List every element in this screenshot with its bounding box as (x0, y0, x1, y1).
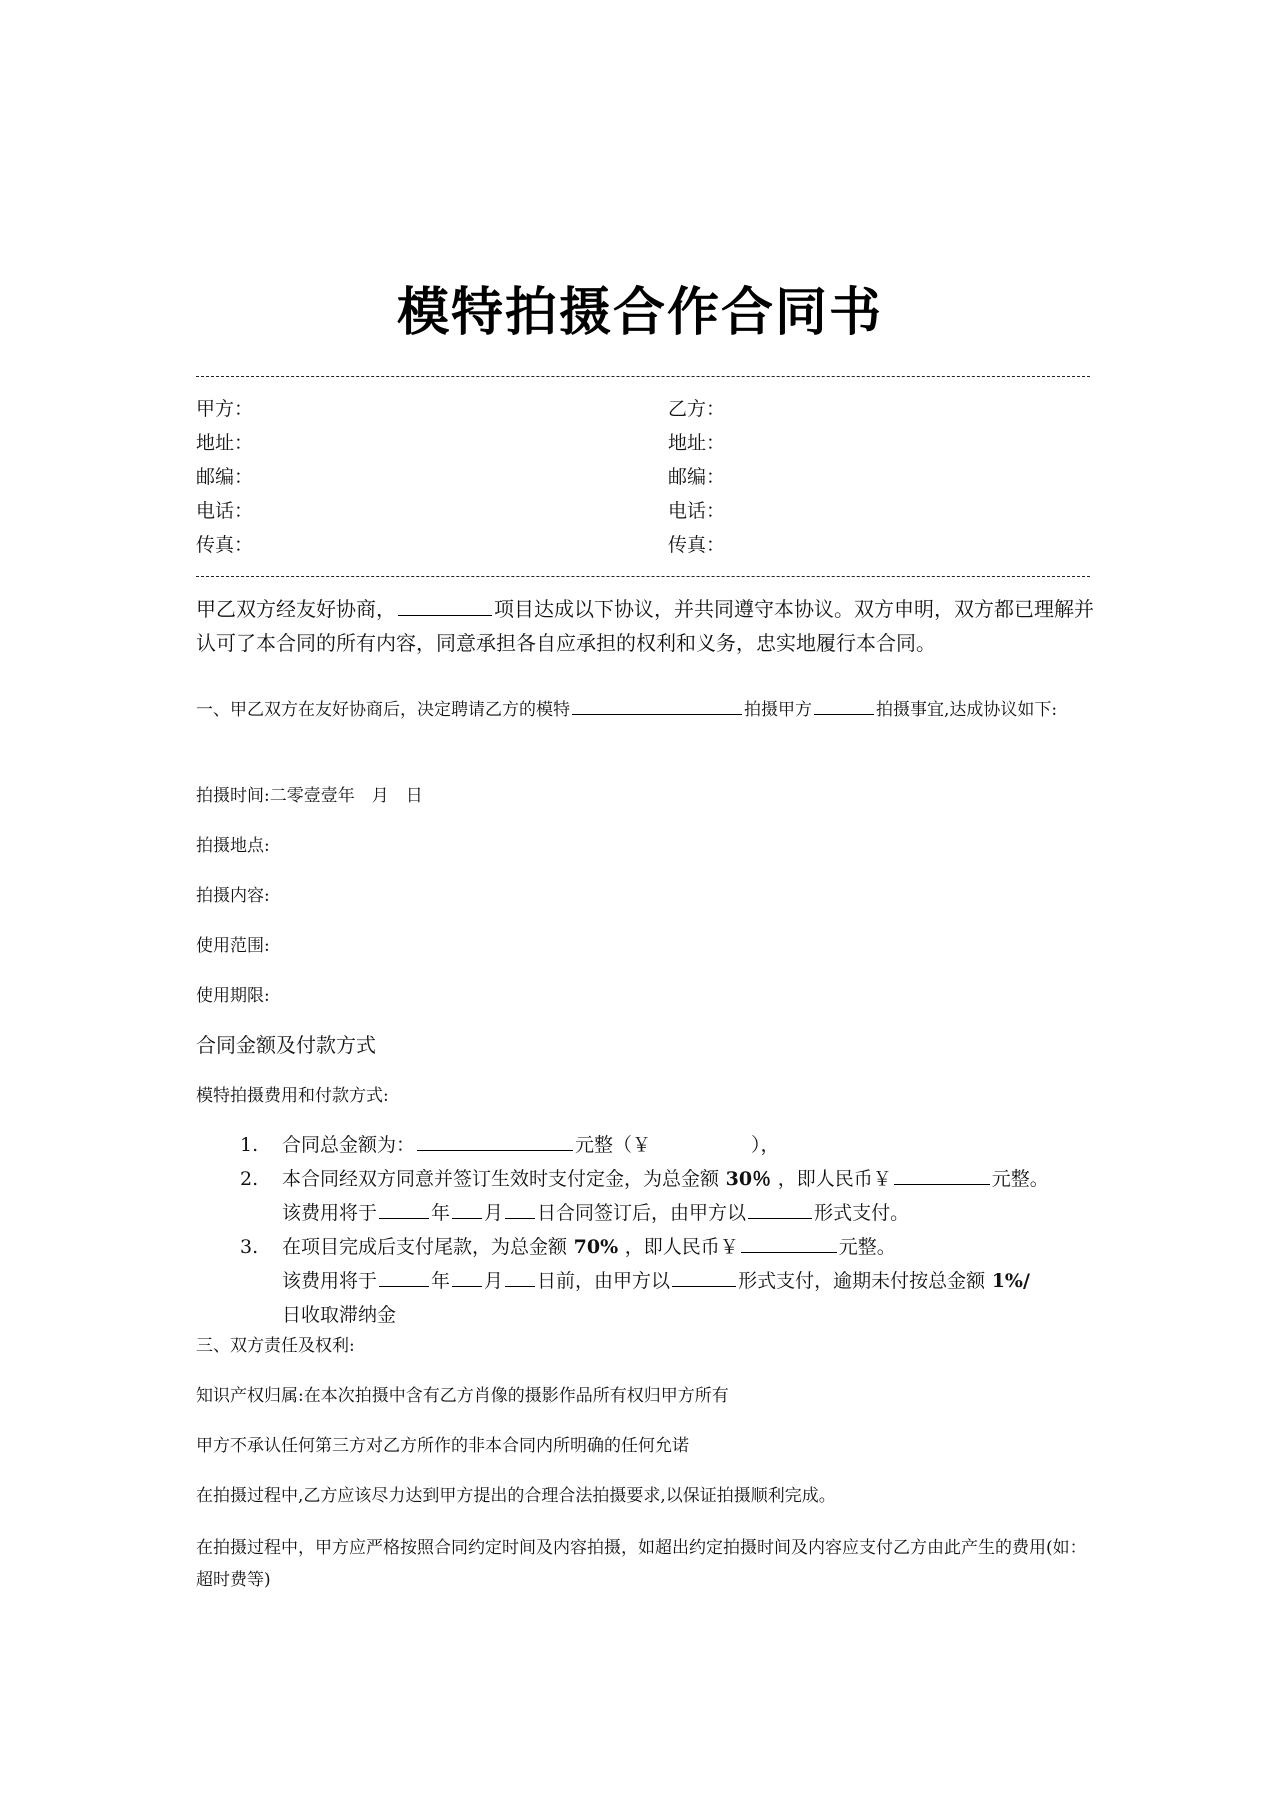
deposit-year-blank (379, 1198, 429, 1219)
party-a-address: 地址： (196, 432, 254, 454)
item-3-text-b: ，即人民币￥ (624, 1236, 739, 1258)
party-b-postcode: 邮编： (668, 466, 726, 488)
item-2-number: 2. (240, 1168, 259, 1190)
party-a-fax: 传真： (196, 534, 254, 556)
item-1-text-a: 合同总金额为： (282, 1134, 416, 1156)
balance-day-blank (505, 1266, 535, 1287)
clause-1 (196, 694, 1100, 726)
subject-blank (814, 694, 874, 715)
deposit-day-blank (505, 1198, 535, 1219)
section-3-heading: 三、双方责任及权利: (196, 1336, 355, 1356)
item-2-text-g: 日合同签订后，由甲方以 (537, 1202, 747, 1224)
divider-top (196, 376, 1090, 377)
item-3-text-d: 该费用将于 (282, 1270, 378, 1292)
party-b-block (668, 392, 725, 562)
intro-text-1: 甲乙双方经友好协商， (196, 597, 396, 621)
item-3-text-g: 日前，由甲方以 (537, 1270, 671, 1292)
shoot-requirement-clause: 在拍摄过程中,乙方应该尽力达到甲方提出的合理合法拍摄要求,以保证拍摄顺利完成。 (196, 1486, 836, 1506)
balance-percent: 70% (567, 1236, 625, 1258)
balance-month-blank (452, 1266, 482, 1287)
party-b-phone: 电话： (668, 500, 726, 522)
total-amount-blank (417, 1130, 573, 1151)
payment-item-2 (196, 1162, 1106, 1230)
intro-paragraph (196, 592, 1100, 660)
payment-item-3 (196, 1230, 1106, 1332)
party-a-phone: 电话： (196, 500, 254, 522)
party-a-postcode: 邮编： (196, 466, 254, 488)
document-title: 模特拍摄合作合同书 (396, 283, 883, 343)
item-3-number: 3. (240, 1236, 259, 1258)
item-3-text-e: 年 (431, 1270, 451, 1292)
item-2-text-b: ，即人民币￥ (777, 1168, 892, 1190)
usage-scope: 使用范围: (196, 936, 270, 956)
project-blank (398, 595, 492, 616)
balance-year-blank (379, 1266, 429, 1287)
item-2-text-e: 年 (431, 1202, 451, 1224)
item-3-text-f: 月 (484, 1270, 504, 1292)
intro-text-2: 项目达成以下协议，并共同遵守本协议。双方申明，双方都已理解并认可了本合同的所有内容，同意承担各自应承担的权利和义务，忠实地履行本合同。 (196, 597, 1094, 655)
divider-bottom (196, 576, 1090, 577)
item-1-text-b: 元整（￥ (575, 1134, 652, 1156)
item-2-text-f: 月 (484, 1202, 504, 1224)
balance-method-blank (672, 1266, 736, 1287)
item-3-text-c: 元整。 (838, 1236, 896, 1258)
overtime-fee-clause: 在拍摄过程中，甲方应严格按照合同约定时间及内容拍摄，如超出约定拍摄时间及内容应支付乙方由此产生的费用(如：超时费等) (196, 1538, 1087, 1590)
deposit-percent: 30％ (719, 1168, 778, 1190)
item-2-text-c: 元整。 (991, 1168, 1049, 1190)
item-2-text-a: 本合同经双方同意并签订生效时支付定金，为总金额 (282, 1168, 720, 1190)
balance-amount-blank (741, 1232, 837, 1253)
clause-1-text-3: 拍摄事宜,达成协议如下: (876, 700, 1058, 720)
usage-period: 使用期限: (196, 986, 270, 1006)
clause-1-text-1: 一、甲乙双方在友好协商后，决定聘请乙方的模特 (196, 700, 570, 720)
item-3-text-a: 在项目完成后支付尾款，为总金额 (282, 1236, 568, 1258)
party-b-name: 乙方： (668, 398, 726, 420)
ip-ownership-clause: 知识产权归属:在本次拍摄中含有乙方肖像的摄影作品所有权归甲方所有 (196, 1386, 729, 1406)
party-b-fax: 传真： (668, 534, 726, 556)
third-party-clause: 甲方不承认任何第三方对乙方所作的非本合同内所明确的任何允诺 (196, 1436, 689, 1456)
party-b-address: 地址： (668, 432, 726, 454)
item-3-text-h: 形式支付，逾期未付按总金额 (738, 1270, 986, 1292)
clause-1-text-2: 拍摄甲方 (744, 700, 812, 720)
item-2-text-h: 形式支付。 (814, 1202, 910, 1224)
deposit-amount-blank (894, 1164, 990, 1185)
payment-heading: 合同金额及付款方式 (196, 1033, 376, 1057)
item-3-text-i: 日收取滞纳金 (282, 1304, 397, 1326)
model-blank (572, 694, 742, 715)
item-1-text-c: ）， (751, 1134, 780, 1156)
payment-list (196, 1128, 1106, 1332)
item-2-text-d: 该费用将于 (282, 1202, 378, 1224)
late-fee-percent: 1%/ (985, 1270, 1030, 1292)
payment-subheading: 模特拍摄费用和付款方式: (196, 1086, 389, 1106)
party-a-block (196, 392, 253, 562)
item-1-number: 1. (240, 1134, 259, 1156)
deposit-month-blank (452, 1198, 482, 1219)
shoot-content: 拍摄内容: (196, 886, 270, 906)
party-a-name: 甲方： (196, 398, 254, 420)
deposit-method-blank (748, 1198, 812, 1219)
shoot-time: 拍摄时间:二零壹壹年 月 日 (196, 786, 423, 806)
payment-item-1 (196, 1128, 1106, 1162)
shoot-place: 拍摄地点: (196, 836, 270, 856)
